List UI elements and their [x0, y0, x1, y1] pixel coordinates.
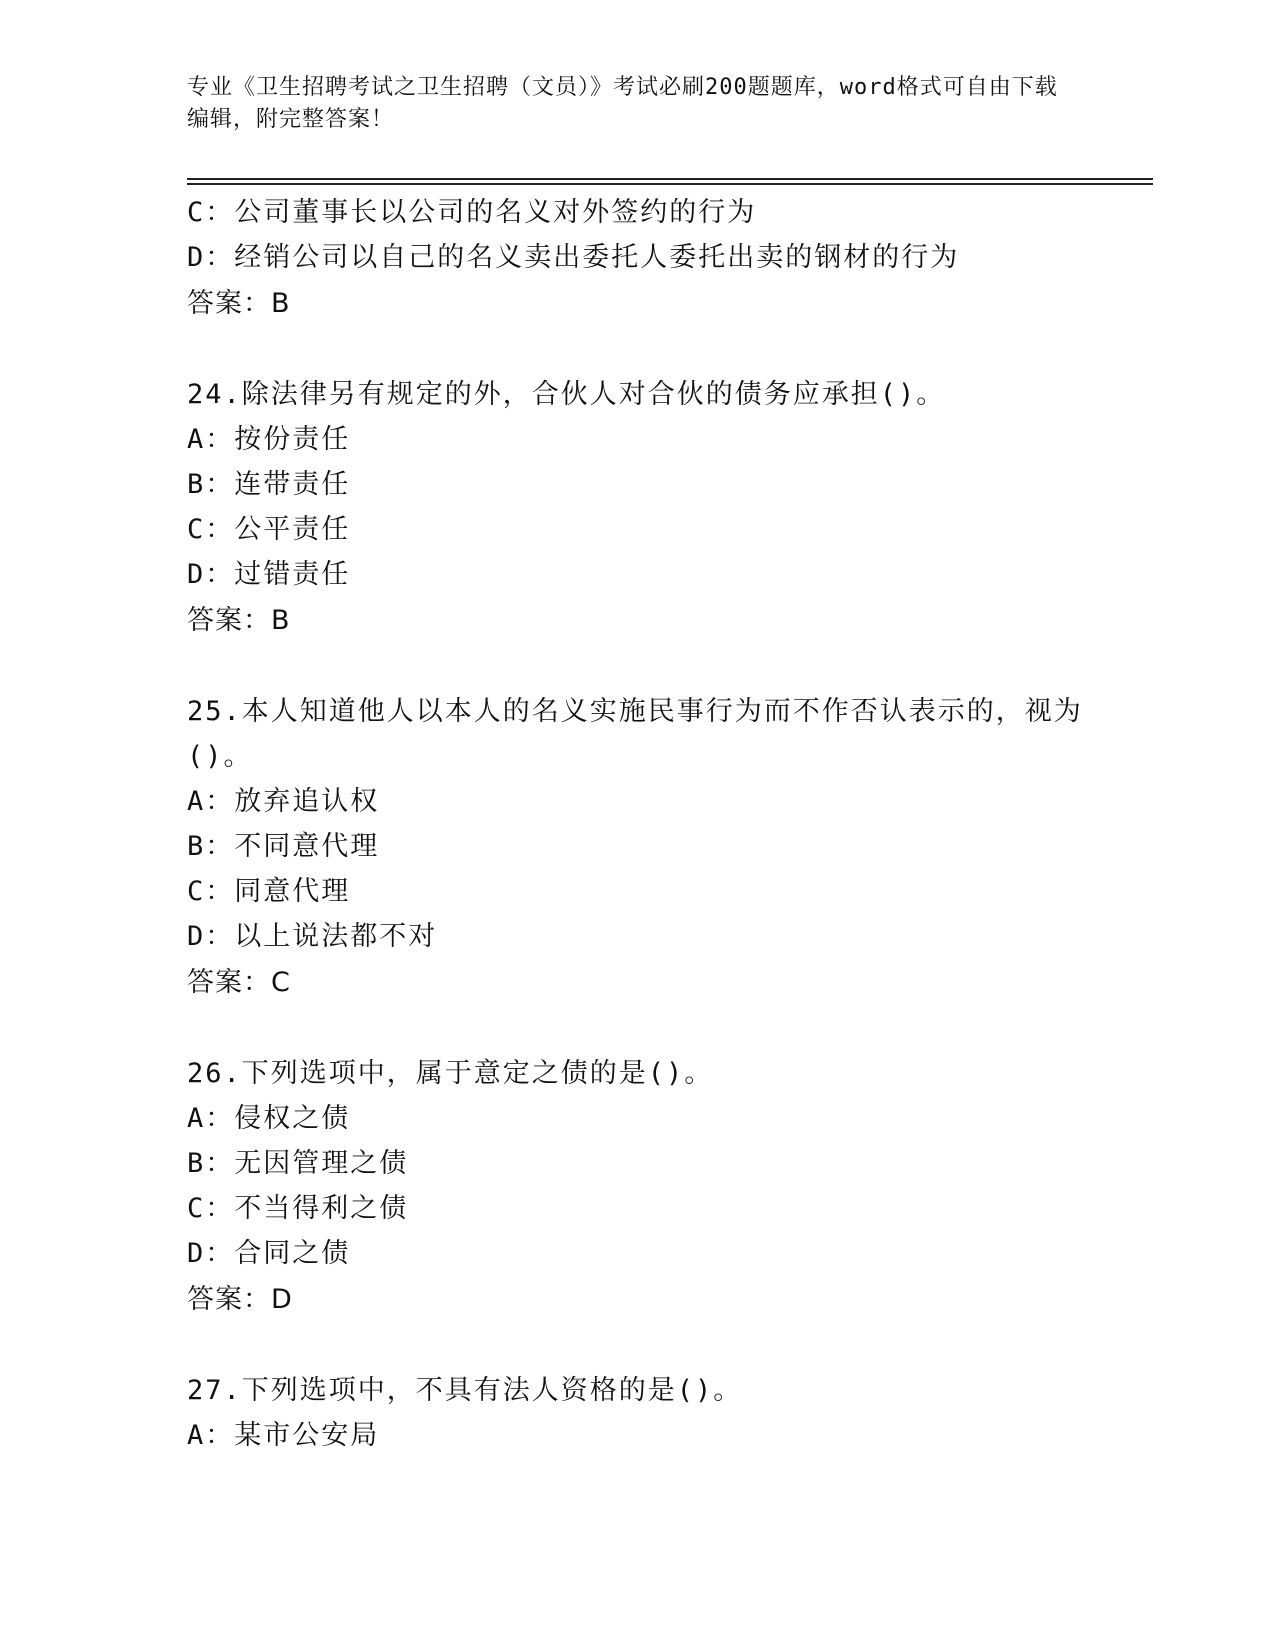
- option-b: B：连带责任: [187, 469, 351, 500]
- option-b: B：无因管理之债: [187, 1148, 409, 1179]
- question-text: 27.下列选项中，不具有法人资格的是()。: [187, 1375, 743, 1406]
- option-a: A：某市公安局: [187, 1420, 380, 1451]
- answer-line: 答案：B: [187, 288, 291, 319]
- question-text: 25.本人知道他人以本人的名义实施民事行为而不作否认表示的，视为()。: [187, 696, 1083, 772]
- option-d: D：经销公司以自己的名义卖出委托人委托出卖的钢材的行为: [187, 242, 960, 273]
- answer-line: 答案：B: [187, 605, 291, 636]
- question-block-25: [187, 689, 1087, 1006]
- answer-line: 答案：D: [187, 1284, 293, 1315]
- option-c: C：不当得利之债: [187, 1193, 409, 1224]
- option-d: D：合同之债: [187, 1238, 351, 1269]
- question-text: 24.除法律另有规定的外，合伙人对合伙的债务应承担()。: [187, 379, 946, 410]
- question-block-27: [187, 1368, 1087, 1458]
- option-a: A：侵权之债: [187, 1103, 351, 1134]
- header-divider-top: [187, 178, 1153, 180]
- option-c: C：同意代理: [187, 876, 351, 907]
- option-b: B：不同意代理: [187, 831, 380, 862]
- question-block-24: [187, 372, 1087, 644]
- question-list: [187, 190, 1087, 1458]
- option-c: C：公司董事长以公司的名义对外签约的行为: [187, 197, 757, 228]
- question-block-previous: [187, 190, 1087, 327]
- option-c: C：公平责任: [187, 514, 351, 545]
- option-d: D：过错责任: [187, 559, 351, 590]
- question-text: 26.下列选项中，属于意定之债的是()。: [187, 1058, 714, 1089]
- question-block-26: [187, 1051, 1087, 1323]
- document-header: 专业《卫生招聘考试之卫生招聘（文员）》考试必刷200题题库，word格式可自由下载编辑，附完整答案！: [187, 75, 1058, 132]
- option-a: A：按份责任: [187, 424, 351, 455]
- header-divider-bottom: [187, 183, 1153, 185]
- option-d: D：以上说法都不对: [187, 921, 438, 952]
- answer-line: 答案：C: [187, 967, 291, 998]
- option-a: A：放弃追认权: [187, 786, 380, 817]
